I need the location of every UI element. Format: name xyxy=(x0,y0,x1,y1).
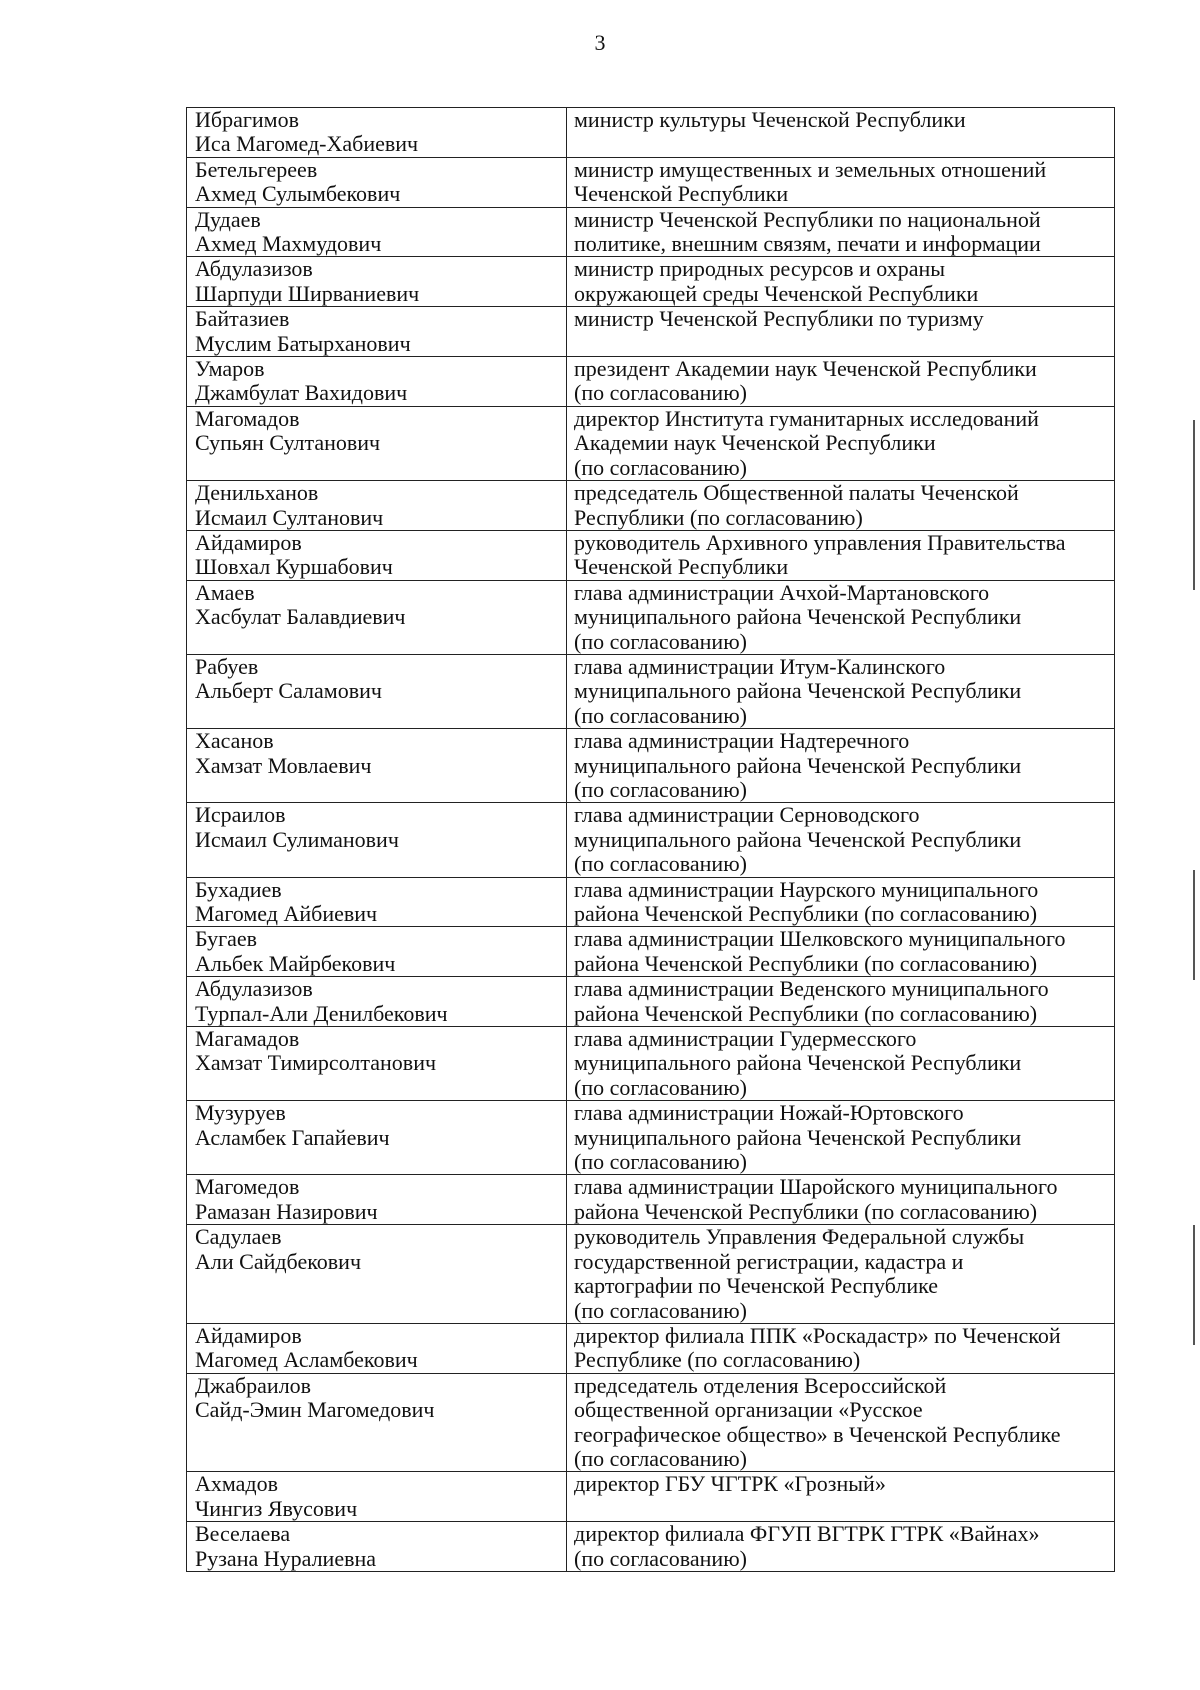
scan-artifact xyxy=(1193,1225,1195,1345)
member-position-line: района Чеченской Республики (по согласованию) xyxy=(574,1198,1038,1224)
member-position-cell xyxy=(567,157,1115,207)
member-name-cell xyxy=(187,406,567,480)
member-position-cell xyxy=(567,877,1115,927)
member-given-names: Рузана Нуралиевна xyxy=(195,1545,377,1571)
member-position-line: (по согласованию) xyxy=(574,1297,747,1323)
member-name-cell xyxy=(187,729,567,803)
member-surname: Хасанов xyxy=(195,728,274,754)
member-surname: Бухадиев xyxy=(195,876,282,902)
table-row xyxy=(187,357,1115,407)
member-given-names: Чингиз Явусович xyxy=(195,1495,358,1521)
member-position-line: (по согласованию) xyxy=(574,628,747,654)
member-position-line: (по согласованию) xyxy=(574,702,747,728)
table-row xyxy=(187,927,1115,977)
member-name-cell xyxy=(187,927,567,977)
member-name-cell xyxy=(187,1373,567,1472)
member-position-cell xyxy=(567,530,1115,580)
member-given-names: Рамазан Назирович xyxy=(195,1198,378,1224)
member-position-line: глава администрации Наурского муниципального xyxy=(574,876,1039,902)
member-given-names: Иса Магомед-Хабиевич xyxy=(195,131,419,157)
member-given-names: Асламбек Гапайевич xyxy=(195,1124,390,1150)
member-position-line: муниципального района Чеченской Республики xyxy=(574,1050,1022,1076)
member-given-names: Али Сайдбекович xyxy=(195,1248,362,1274)
member-given-names: Альбек Майрбекович xyxy=(195,950,396,976)
member-given-names: Джамбулат Вахидович xyxy=(195,380,408,406)
member-name-cell xyxy=(187,1323,567,1373)
member-position-line: руководитель Архивного управления Правительства xyxy=(574,529,1066,555)
member-position-cell xyxy=(567,207,1115,257)
member-given-names: Магомед Асламбекович xyxy=(195,1347,418,1373)
member-position-cell xyxy=(567,1373,1115,1472)
member-position-line: директор ГБУ ЧГТРК «Грозный» xyxy=(574,1471,886,1497)
table-row xyxy=(187,1225,1115,1324)
member-name-cell xyxy=(187,977,567,1027)
member-surname: Веселаева xyxy=(195,1521,291,1547)
member-surname: Рабуев xyxy=(195,653,259,679)
member-position-line: глава администрации Шаройского муниципального xyxy=(574,1174,1058,1200)
member-given-names: Исмаил Султанович xyxy=(195,504,384,530)
table-row xyxy=(187,481,1115,531)
member-position-cell xyxy=(567,108,1115,158)
member-surname: Музуруев xyxy=(195,1100,286,1126)
member-position-line: (по согласованию) xyxy=(574,851,747,877)
table-row xyxy=(187,406,1115,480)
member-position-cell xyxy=(567,1027,1115,1101)
member-position-cell xyxy=(567,307,1115,357)
member-position-line: Республике (по согласованию) xyxy=(574,1347,861,1373)
member-surname: Бугаев xyxy=(195,926,258,952)
member-given-names: Шовхал Куршабович xyxy=(195,554,393,580)
member-position-cell xyxy=(567,481,1115,531)
member-given-names: Сайд-Эмин Магомедович xyxy=(195,1397,435,1423)
member-surname: Айдамиров xyxy=(195,1322,302,1348)
member-position-line: политике, внешним связям, печати и информации xyxy=(574,231,1041,257)
member-position-line: (по согласованию) xyxy=(574,1445,747,1471)
member-name-cell xyxy=(187,157,567,207)
member-given-names: Ахмед Сулымбекович xyxy=(195,181,401,207)
member-surname: Абдулазизов xyxy=(195,256,313,282)
scan-artifact xyxy=(1193,420,1195,590)
member-position-cell xyxy=(567,257,1115,307)
member-position-line: (по согласованию) xyxy=(574,1074,747,1100)
member-surname: Денильханов xyxy=(195,480,319,506)
member-position-line: (по согласованию) xyxy=(574,380,747,406)
member-position-line: государственной регистрации, кадастра и xyxy=(574,1248,964,1274)
table-row xyxy=(187,307,1115,357)
members-table-body xyxy=(187,108,1115,1572)
member-position-line: Чеченской Республики xyxy=(574,554,789,580)
member-surname: Ахмадов xyxy=(195,1471,279,1497)
member-name-cell xyxy=(187,530,567,580)
table-row xyxy=(187,1373,1115,1472)
member-surname: Садулаев xyxy=(195,1224,282,1250)
member-position-line: географическое общество» в Чеченской Республике xyxy=(574,1421,1061,1447)
member-given-names: Исмаил Сулиманович xyxy=(195,826,399,852)
table-row xyxy=(187,654,1115,728)
member-position-line: муниципального района Чеченской Республики xyxy=(574,678,1022,704)
table-row xyxy=(187,1472,1115,1522)
member-position-cell xyxy=(567,406,1115,480)
table-row xyxy=(187,257,1115,307)
member-surname: Бетельгереев xyxy=(195,156,318,182)
member-name-cell xyxy=(187,877,567,927)
member-position-line: Академии наук Чеченской Республики xyxy=(574,430,936,456)
member-name-cell xyxy=(187,357,567,407)
table-row xyxy=(187,530,1115,580)
member-name-cell xyxy=(187,257,567,307)
member-given-names: Магомед Айбиевич xyxy=(195,901,378,926)
member-given-names: Супьян Султанович xyxy=(195,430,381,456)
member-position-cell xyxy=(567,1225,1115,1324)
member-position-cell xyxy=(567,1323,1115,1373)
table-row xyxy=(187,729,1115,803)
member-position-cell xyxy=(567,580,1115,654)
member-name-cell xyxy=(187,1522,567,1572)
member-surname: Абдулазизов xyxy=(195,976,313,1002)
member-name-cell xyxy=(187,654,567,728)
member-name-cell xyxy=(187,1101,567,1175)
table-row xyxy=(187,157,1115,207)
table-row xyxy=(187,1027,1115,1101)
member-surname: Байтазиев xyxy=(195,306,290,332)
member-position-line: министр Чеченской Республики по туризму xyxy=(574,306,984,332)
member-position-cell xyxy=(567,1522,1115,1572)
table-row xyxy=(187,803,1115,877)
member-surname: Исраилов xyxy=(195,802,286,828)
member-surname: Магомадов xyxy=(195,405,300,431)
member-position-line: муниципального района Чеченской Республики xyxy=(574,826,1022,852)
member-position-line: района Чеченской Республики (по согласованию) xyxy=(574,950,1038,976)
member-given-names: Хамзат Мовлаевич xyxy=(195,752,372,778)
member-position-line: глава администрации Шелковского муниципального xyxy=(574,926,1066,952)
member-position-line: председатель Общественной палаты Чеченской xyxy=(574,480,1019,506)
member-position-line: района Чеченской Республики (по согласованию) xyxy=(574,1000,1038,1026)
table-row xyxy=(187,1175,1115,1225)
members-table xyxy=(186,107,1115,1572)
member-position-line: глава администрации Веденского муниципального xyxy=(574,976,1049,1002)
member-position-line: (по согласованию) xyxy=(574,454,747,480)
member-position-line: президент Академии наук Чеченской Республики xyxy=(574,356,1037,382)
member-position-line: руководитель Управления Федеральной службы xyxy=(574,1224,1025,1250)
member-position-cell xyxy=(567,654,1115,728)
member-position-line: района Чеченской Республики (по согласованию) xyxy=(574,901,1038,926)
member-name-cell xyxy=(187,207,567,257)
member-given-names: Хамзат Тимирсолтанович xyxy=(195,1050,437,1076)
table-row xyxy=(187,108,1115,158)
member-position-line: (по согласованию) xyxy=(574,1149,747,1175)
member-position-line: муниципального района Чеченской Республики xyxy=(574,1124,1022,1150)
member-name-cell xyxy=(187,481,567,531)
member-position-line: глава администрации Ножай-Юртовского xyxy=(574,1100,964,1126)
member-position-line: общественной организации «Русское xyxy=(574,1397,923,1423)
member-position-cell xyxy=(567,803,1115,877)
member-position-line: директор Института гуманитарных исследований xyxy=(574,405,1039,431)
member-position-line: (по согласованию) xyxy=(574,776,747,802)
member-position-line: муниципального района Чеченской Республики xyxy=(574,604,1022,630)
member-surname: Умаров xyxy=(195,356,265,382)
member-given-names: Хасбулат Балавдиевич xyxy=(195,604,406,630)
member-position-cell xyxy=(567,1101,1115,1175)
table-row xyxy=(187,207,1115,257)
member-surname: Магамадов xyxy=(195,1026,300,1052)
member-surname: Амаев xyxy=(195,579,255,605)
member-given-names: Ахмед Махмудович xyxy=(195,231,382,257)
member-position-line: глава администрации Итум-Калинского xyxy=(574,653,946,679)
member-name-cell xyxy=(187,1225,567,1324)
member-position-line: директор филиала ФГУП ВГТРК ГТРК «Вайнах» xyxy=(574,1521,1040,1547)
table-row xyxy=(187,1323,1115,1373)
member-surname: Айдамиров xyxy=(195,529,302,555)
member-position-line: глава администрации Надтеречного xyxy=(574,728,910,754)
member-position-line: министр имущественных и земельных отношений xyxy=(574,156,1047,182)
member-position-cell xyxy=(567,927,1115,977)
member-position-line: министр природных ресурсов и охраны xyxy=(574,256,946,282)
member-position-line: муниципального района Чеченской Республики xyxy=(574,752,1022,778)
member-position-cell xyxy=(567,729,1115,803)
member-position-line: Чеченской Республики xyxy=(574,181,789,207)
member-name-cell xyxy=(187,580,567,654)
member-given-names: Муслим Батырханович xyxy=(195,330,411,356)
scan-artifact xyxy=(1193,870,1195,980)
page-number: 3 xyxy=(594,30,606,55)
member-position-line: глава администрации Ачхой-Мартановского xyxy=(574,579,990,605)
member-position-cell xyxy=(567,357,1115,407)
member-position-line: окружающей среды Чеченской Республики xyxy=(574,280,979,306)
member-name-cell xyxy=(187,803,567,877)
member-position-line: (по согласованию) xyxy=(574,1545,747,1571)
member-given-names: Шарпуди Ширваниевич xyxy=(195,280,420,306)
member-position-line: председатель отделения Всероссийской xyxy=(574,1372,947,1398)
table-row xyxy=(187,1522,1115,1572)
table-row xyxy=(187,977,1115,1027)
member-name-cell xyxy=(187,307,567,357)
member-position-line: глава администрации Гудермесского xyxy=(574,1026,917,1052)
member-surname: Дудаев xyxy=(195,206,261,232)
member-position-cell xyxy=(567,1472,1115,1522)
member-position-line: глава администрации Серноводского xyxy=(574,802,920,828)
member-position-line: министр Чеченской Республики по национальной xyxy=(574,206,1041,232)
table-row xyxy=(187,1101,1115,1175)
member-position-cell xyxy=(567,977,1115,1027)
member-position-line: министр культуры Чеченской Республики xyxy=(574,107,966,132)
member-position-cell xyxy=(567,1175,1115,1225)
member-name-cell xyxy=(187,1472,567,1522)
member-surname: Джабраилов xyxy=(195,1372,312,1398)
member-position-line: Республики (по согласованию) xyxy=(574,504,863,530)
member-surname: Ибрагимов xyxy=(195,107,299,132)
table-row xyxy=(187,580,1115,654)
member-given-names: Альберт Саламович xyxy=(195,678,382,704)
member-given-names: Турпал-Али Денилбекович xyxy=(195,1000,448,1026)
member-position-line: директор филиала ППК «Роскадастр» по Чеченской xyxy=(574,1322,1061,1348)
table-row xyxy=(187,877,1115,927)
member-name-cell xyxy=(187,1027,567,1101)
member-name-cell xyxy=(187,1175,567,1225)
member-surname: Магомедов xyxy=(195,1174,300,1200)
member-position-line: картографии по Чеченской Республике xyxy=(574,1273,939,1299)
member-name-cell xyxy=(187,108,567,158)
